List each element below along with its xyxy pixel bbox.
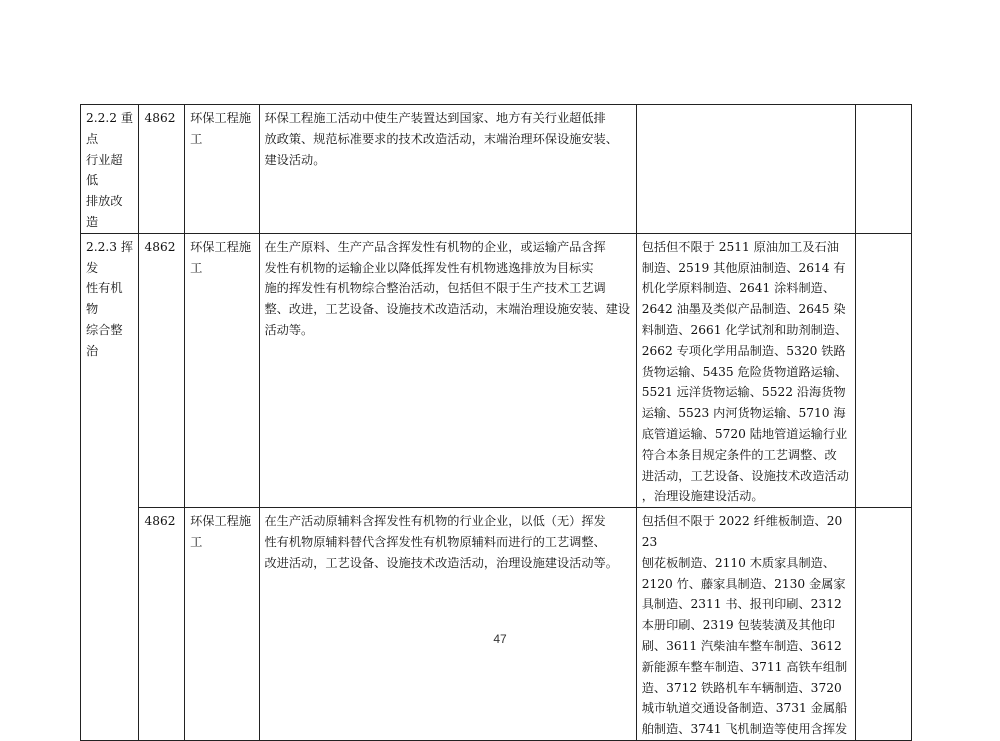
notes-cell: 包括但不限于 2511 原油加工及石油 制造、2519 其他原油制造、2614 有 机化学原料制造、2641 涂料制造、 2642 油墨及类似产品制造、2645 染 料制造、2661 化学试剂和助剂制造、 2662 专项化学用品制造、5320 铁路 货物运输、5435 危险货物道路运输、 5521 远洋货物运输、5522 沿海货物 运输、5523 内河货物运输、5710 海 底管道运输、5720 陆地管道运输行业 符合本条目规定条件的工艺调整、改 进活动，工艺设备、设施技术改造活动 ，治理设施建设活动。 [636,233,855,507]
industry-cell: 环保工程施 工 [185,105,259,234]
category-cell: 2.2.2 重点 行业超低 排放改造 [81,105,139,234]
category-cell: 2.2.3 挥发 性有机物 综合整治 [81,233,139,740]
description-cell: 在生产活动原辅料含挥发性有机物的行业企业，以低（无）挥发 性有机物原辅料替代含挥发性有机物原辅料而进行的工艺调整、 改进活动，工艺设备、设施技术改造活动，治理设施建设活动等。 [259,508,636,741]
description-cell: 环保工程施工活动中使生产装置达到国家、地方有关行业超低排 放政策、规范标准要求的技术改造活动，末端治理环保设施安装、 建设活动。 [259,105,636,234]
description-cell: 在生产原料、生产产品含挥发性有机物的企业，或运输产品含挥 发性有机物的运输企业以降低挥发性有机物逃逸排放为目标实 施的挥发性有机物综合整治活动，包括但不限于生产技术工艺调 整、改进，工艺设备、设施技术改造活动，末端治理设施安装、建设 活动等。 [259,233,636,507]
industry-cell: 环保工程施 工 [185,508,259,741]
extra-cell [855,105,911,234]
extra-cell [855,508,911,741]
code-cell: 4862 [139,233,185,507]
notes-cell: 包括但不限于 2022 纤维板制造、2023 刨花板制造、2110 木质家具制造、 2120 竹、藤家具制造、2130 金属家 具制造、2311 书、报刊印刷、2312 本册印刷、2319 包装装潢及其他印 刷、3611 汽柴油车整车制造、3612 新能源车整车制造、3711 高铁车组制 造、3712 铁路机车车辆制造、3720 城市轨道交通设备制造、3731 金属船 舶制造、3741 飞机制造等使用含挥发 [636,508,855,741]
table-row [81,105,912,234]
table-row [81,508,912,741]
code-cell: 4862 [139,508,185,741]
extra-cell [855,233,911,507]
page-number: 47 [493,632,507,646]
code-cell: 4862 [139,105,185,234]
industry-cell: 环保工程施 工 [185,233,259,507]
notes-cell [636,105,855,234]
table-row [81,233,912,507]
